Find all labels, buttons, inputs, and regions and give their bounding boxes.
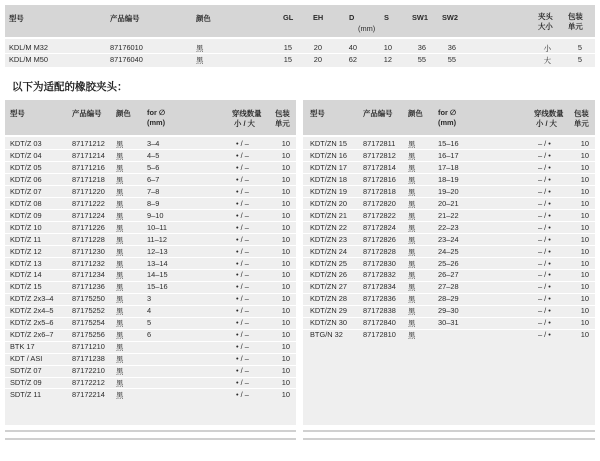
cell-for: 27–28 xyxy=(438,282,459,292)
cell-pack: 10 xyxy=(281,306,290,316)
cell-color: 黑 xyxy=(116,140,124,149)
cell-for: 17–18 xyxy=(438,162,459,172)
cell-color: 黑 xyxy=(116,355,124,365)
row-divider xyxy=(5,388,296,389)
cell-color: 黑 xyxy=(116,367,124,377)
cell-cable: • / – xyxy=(236,234,249,244)
cell-color: 黑 xyxy=(408,175,416,185)
cell-for: 8–9 xyxy=(147,198,160,208)
cell-code: 87172810 xyxy=(363,330,396,340)
cell-type: BTG/N 32 xyxy=(310,330,343,340)
cell-type: KDT/Z 13 xyxy=(10,258,42,268)
cell-type: KDT/ZN 23 xyxy=(310,234,347,244)
top-header-gl: GL xyxy=(283,13,294,22)
cell-type: KDT/ZN 16 xyxy=(310,150,347,160)
cell-type: KDT/Z 03 xyxy=(10,139,42,148)
cell-pack: 10 xyxy=(580,222,589,232)
cell-code: 87171226 xyxy=(72,222,105,232)
cell-for: 4 xyxy=(147,306,152,316)
cell-cable: • / – xyxy=(236,330,249,340)
cell-for: 11–12 xyxy=(147,234,168,244)
cell-type: KDT/Z 09 xyxy=(10,210,42,220)
cell-code: 87172212 xyxy=(72,378,105,387)
cell-for: 3 xyxy=(147,294,152,304)
cell-cable: – / • xyxy=(538,234,551,244)
cell-pack: 10 xyxy=(281,198,290,208)
cell-type: KDT/Z 2x4–5 xyxy=(10,306,54,316)
cell-color: 黑 xyxy=(116,175,124,185)
cell-code: 87175250 xyxy=(72,294,105,304)
cell-pack: 10 xyxy=(580,162,589,172)
cell-color: 黑 xyxy=(116,319,124,329)
cell-code: 87172818 xyxy=(363,186,396,196)
cell-cable: • / – xyxy=(236,210,249,220)
cell-cable: • / – xyxy=(236,198,249,208)
cell-cable: – / • xyxy=(538,198,551,208)
left-header-pack-unit: 单元 xyxy=(275,119,290,128)
cell-type: KDT/Z 2x6–7 xyxy=(10,330,54,340)
cell-cable: – / • xyxy=(538,258,551,268)
cell-color: 黑 xyxy=(408,271,416,281)
cell-code: 87172840 xyxy=(363,318,396,328)
right-table-footer-bar-2 xyxy=(303,438,595,440)
cell-pack: 10 xyxy=(281,222,290,232)
cell-pack: 10 xyxy=(580,258,589,268)
cell-pack: 10 xyxy=(281,210,290,220)
left-table-footer-bar xyxy=(5,430,296,432)
left-header-pack: 包装 xyxy=(275,109,290,118)
cell-pack: 10 xyxy=(281,318,290,328)
cell-clamp: 小 xyxy=(543,44,551,53)
cell-s: 10 xyxy=(383,43,392,52)
cell-code: 87171230 xyxy=(72,246,105,256)
top-header-s: S xyxy=(384,13,389,22)
cell-cable: • / – xyxy=(236,246,249,256)
cell-pack: 10 xyxy=(281,162,290,172)
cell-type: KDT/ZN 27 xyxy=(310,282,347,292)
cell-color: 黑 xyxy=(408,187,416,197)
cell-code: 87176010 xyxy=(110,43,143,52)
cell-color: 黑 xyxy=(408,223,416,233)
cell-code: 87171224 xyxy=(72,210,105,220)
cell-type: KDT/Z 2x5–6 xyxy=(10,318,54,328)
row-divider xyxy=(5,353,296,354)
cell-type: KDT/ZN 19 xyxy=(310,186,347,196)
cell-type: KDT/Z 05 xyxy=(10,162,42,172)
cell-code: 87172838 xyxy=(363,306,396,316)
cell-for: 30–31 xyxy=(438,318,459,328)
cell-for: 15–16 xyxy=(438,139,459,148)
cell-cable: – / • xyxy=(538,186,551,196)
cell-color: 黑 xyxy=(116,283,124,293)
cell-cable: – / • xyxy=(538,306,551,316)
cell-type: KDT/Z 2x3–4 xyxy=(10,294,54,304)
cell-code: 87171216 xyxy=(72,162,105,172)
cell-cable: • / – xyxy=(236,342,249,352)
top-header-code: 产品编号 xyxy=(110,14,140,23)
left-header-type: 型号 xyxy=(10,109,25,118)
cell-for: 16–17 xyxy=(438,150,459,160)
cell-type: KDT/ZN 28 xyxy=(310,294,347,304)
cell-color: 黑 xyxy=(116,235,124,245)
cell-pack: 10 xyxy=(281,378,290,387)
cell-pack: 10 xyxy=(580,246,589,256)
cell-pack: 10 xyxy=(281,366,290,376)
cell-pack: 10 xyxy=(281,342,290,352)
cell-code: 87172834 xyxy=(363,282,396,292)
cell-for: 9–10 xyxy=(147,210,164,220)
cell-eh: 20 xyxy=(313,55,322,64)
cell-for: 20–21 xyxy=(438,198,459,208)
cell-cable: – / • xyxy=(538,270,551,280)
cell-for: 10–11 xyxy=(147,222,168,232)
cell-for: 22–23 xyxy=(438,222,459,232)
cell-pack: 10 xyxy=(281,258,290,268)
cell-pack: 10 xyxy=(281,186,290,196)
right-header-color: 颜色 xyxy=(408,109,423,118)
cell-pack: 10 xyxy=(580,210,589,220)
cell-cable: – / • xyxy=(538,246,551,256)
cell-color: 黑 xyxy=(408,247,416,257)
right-header-cable: 穿线数量 xyxy=(534,109,564,118)
cell-sw2: 55 xyxy=(447,55,456,64)
cell-for: 5 xyxy=(147,318,152,328)
cell-cable: – / • xyxy=(538,150,551,160)
cell-color: 黑 xyxy=(408,295,416,305)
cell-color: 黑 xyxy=(408,199,416,209)
cell-for: 12–13 xyxy=(147,246,168,256)
cell-type: KDT/ZN 17 xyxy=(310,162,347,172)
cell-type: KDT/Z 14 xyxy=(10,270,42,280)
cell-color: 黑 xyxy=(196,44,204,53)
cell-type: BTK 17 xyxy=(10,342,35,352)
cell-code: 87172832 xyxy=(363,270,396,280)
right-header-for: for ∅ xyxy=(438,108,457,117)
cell-pack: 10 xyxy=(281,354,290,364)
cell-color: 黑 xyxy=(116,247,124,257)
top-header-eh: EH xyxy=(313,13,324,22)
cell-cable: – / • xyxy=(538,282,551,292)
cell-cable: • / – xyxy=(236,174,249,184)
cell-code: 87175254 xyxy=(72,318,105,328)
cell-color: 黑 xyxy=(408,259,416,269)
cell-pack: 5 xyxy=(577,55,582,64)
cell-code: 87172210 xyxy=(72,366,105,376)
cell-color: 黑 xyxy=(408,319,416,329)
cell-cable: • / – xyxy=(236,389,249,399)
cell-for: 15–16 xyxy=(147,282,168,292)
cell-s: 12 xyxy=(383,55,392,64)
cell-code: 87171222 xyxy=(72,198,105,208)
cell-type: KDT/ZN 22 xyxy=(310,222,347,232)
cell-code: 87172214 xyxy=(72,389,105,399)
cell-type: KDT/ZN 26 xyxy=(310,270,347,280)
cell-for: 25–26 xyxy=(438,258,459,268)
cell-code: 87172828 xyxy=(363,246,396,256)
cell-code: 87171236 xyxy=(72,282,105,292)
cell-cable: – / • xyxy=(538,174,551,184)
top-header-d-unit: (mm) xyxy=(358,24,376,33)
left-header-cable-sub: 小 / 大 xyxy=(234,119,255,128)
cell-for: 14–15 xyxy=(147,270,168,280)
cell-for: 13–14 xyxy=(147,258,168,268)
top-header-d: D xyxy=(349,13,355,22)
cell-for: 6–7 xyxy=(147,174,160,184)
cell-color: 黑 xyxy=(116,211,124,221)
left-header-cable: 穿线数量 xyxy=(232,109,262,118)
cell-for: 18–19 xyxy=(438,174,459,184)
cell-type: KDT/Z 04 xyxy=(10,150,42,160)
top-header-clamp-size: 大小 xyxy=(538,22,553,31)
cell-sw1: 55 xyxy=(417,55,426,64)
cell-code: 87172811 xyxy=(363,139,396,148)
cell-for: 28–29 xyxy=(438,294,459,304)
cell-for: 21–22 xyxy=(438,210,459,220)
top-header-sw1: SW1 xyxy=(412,13,429,22)
cell-code: 87175252 xyxy=(72,306,105,316)
cell-cable: • / – xyxy=(236,139,249,148)
cell-gl: 15 xyxy=(283,55,292,64)
cell-cable: – / • xyxy=(538,222,551,232)
cell-pack: 10 xyxy=(281,294,290,304)
cell-pack: 10 xyxy=(580,282,589,292)
cell-for: 19–20 xyxy=(438,186,459,196)
cell-code: 87172826 xyxy=(363,234,396,244)
cell-cable: – / • xyxy=(538,139,551,148)
cell-cable: • / – xyxy=(236,318,249,328)
cell-pack: 10 xyxy=(281,246,290,256)
cell-type: SDT/Z 11 xyxy=(10,389,42,399)
cell-type: SDT/Z 07 xyxy=(10,366,42,376)
cell-pack: 10 xyxy=(580,150,589,160)
cell-code: 87172824 xyxy=(363,222,396,232)
cell-type: KDT/ZN 30 xyxy=(310,318,347,328)
cell-cable: • / – xyxy=(236,150,249,160)
cell-type: KDT/Z 11 xyxy=(10,234,42,244)
cell-type: KDT/Z 10 xyxy=(10,222,42,232)
cell-code: 87171220 xyxy=(72,186,105,196)
cell-code: 87176040 xyxy=(110,55,143,64)
cell-pack: 10 xyxy=(580,270,589,280)
cell-cable: • / – xyxy=(236,294,249,304)
cell-cable: • / – xyxy=(236,354,249,364)
cell-pack: 10 xyxy=(281,270,290,280)
cell-for: 7–8 xyxy=(147,186,160,196)
cell-color: 黑 xyxy=(408,283,416,293)
cell-color: 黑 xyxy=(116,223,124,233)
cell-color: 黑 xyxy=(116,379,124,388)
cell-cable: • / – xyxy=(236,186,249,196)
cell-color: 黑 xyxy=(116,343,124,353)
cell-type: KDT/ZN 29 xyxy=(310,306,347,316)
cell-cable: • / – xyxy=(236,222,249,232)
cell-pack: 10 xyxy=(281,389,290,399)
cell-type: KDT/Z 15 xyxy=(10,282,42,292)
cell-type: KDT/ZN 24 xyxy=(310,246,347,256)
cell-type: KDT/ZN 25 xyxy=(310,258,347,268)
cell-pack: 10 xyxy=(580,186,589,196)
cell-pack: 10 xyxy=(580,234,589,244)
cell-for: 6 xyxy=(147,330,152,340)
cell-code: 87171238 xyxy=(72,354,105,364)
cell-for: 23–24 xyxy=(438,234,459,244)
section-title: 以下为适配的橡胶夹头： xyxy=(12,81,128,93)
cell-pack: 10 xyxy=(281,234,290,244)
right-header-pack: 包装 xyxy=(574,109,589,118)
cell-type: KDT / ASI xyxy=(10,354,43,364)
cell-code: 87172814 xyxy=(363,162,396,172)
cell-code: 87175256 xyxy=(72,330,105,340)
cell-pack: 10 xyxy=(281,139,290,148)
cell-pack: 10 xyxy=(281,330,290,340)
cell-pack: 10 xyxy=(580,294,589,304)
cell-d: 40 xyxy=(348,43,357,52)
cell-color: 黑 xyxy=(408,151,416,161)
cell-color: 黑 xyxy=(116,187,124,197)
cell-code: 87171228 xyxy=(72,234,105,244)
right-header-pack-unit: 单元 xyxy=(574,119,589,128)
cell-code: 87171234 xyxy=(72,270,105,280)
cell-type: KDL/M M32 xyxy=(9,43,49,52)
cell-type: KDL/M M50 xyxy=(9,55,49,64)
cell-code: 87172830 xyxy=(363,258,396,268)
right-header-cable-sub: 小 / 大 xyxy=(536,119,557,128)
cell-pack: 10 xyxy=(580,174,589,184)
cell-eh: 20 xyxy=(313,43,322,52)
cell-code: 87171210 xyxy=(72,342,105,352)
cell-for: 29–30 xyxy=(438,306,459,316)
cell-pack: 10 xyxy=(281,282,290,292)
cell-sw2: 36 xyxy=(447,43,456,52)
left-header-color: 颜色 xyxy=(116,109,131,118)
cell-color: 黑 xyxy=(116,259,124,269)
cell-pack: 10 xyxy=(580,318,589,328)
cell-code: 87171212 xyxy=(72,139,105,148)
cell-color: 黑 xyxy=(116,163,124,173)
cell-color: 黑 xyxy=(408,331,416,341)
cell-color: 黑 xyxy=(116,390,124,400)
cell-code: 87172812 xyxy=(363,150,396,160)
top-header-type: 型号 xyxy=(9,14,24,23)
right-header-for-unit: (mm) xyxy=(438,118,457,127)
cell-cable: • / – xyxy=(236,378,249,387)
cell-color: 黑 xyxy=(116,271,124,281)
top-table-header xyxy=(5,5,595,37)
cell-for: 26–27 xyxy=(438,270,459,280)
cell-d: 62 xyxy=(348,55,357,64)
cell-type: SDT/Z 09 xyxy=(10,378,42,387)
left-header-for-unit: (mm) xyxy=(147,118,166,127)
cell-pack: 10 xyxy=(580,139,589,148)
cell-cable: – / • xyxy=(538,162,551,172)
cell-cable: • / – xyxy=(236,282,249,292)
left-header-for: for ∅ xyxy=(147,108,166,117)
cell-color: 黑 xyxy=(116,199,124,209)
cell-code: 87172836 xyxy=(363,294,396,304)
cell-cable: • / – xyxy=(236,306,249,316)
cell-color: 黑 xyxy=(408,307,416,317)
row-divider xyxy=(5,53,595,54)
cell-cable: – / • xyxy=(538,294,551,304)
top-header-clamp: 夹头 xyxy=(538,12,553,21)
left-table-footer-bar-2 xyxy=(5,438,296,440)
cell-type: KDT/ZN 18 xyxy=(310,174,347,184)
cell-color: 黑 xyxy=(116,151,124,161)
cell-cable: – / • xyxy=(538,318,551,328)
right-table-footer-bar xyxy=(303,430,595,432)
cell-type: KDT/Z 08 xyxy=(10,198,42,208)
cell-for: 3–4 xyxy=(147,139,160,148)
cell-type: KDT/ZN 15 xyxy=(310,139,347,148)
cell-cable: • / – xyxy=(236,162,249,172)
cell-type: KDT/ZN 20 xyxy=(310,198,347,208)
cell-type: KDT/Z 12 xyxy=(10,246,42,256)
cell-color: 黑 xyxy=(408,140,416,149)
cell-color: 黑 xyxy=(408,211,416,221)
cell-for: 4–5 xyxy=(147,150,160,160)
cell-for: 24–25 xyxy=(438,246,459,256)
cell-pack: 10 xyxy=(580,198,589,208)
cell-cable: – / • xyxy=(538,330,551,340)
cell-code: 87172816 xyxy=(363,174,396,184)
cell-color: 黑 xyxy=(196,56,204,65)
cell-pack: 10 xyxy=(580,306,589,316)
cell-code: 87171218 xyxy=(72,174,105,184)
left-header-code: 产品编号 xyxy=(72,109,102,118)
cell-gl: 15 xyxy=(283,43,292,52)
cell-cable: • / – xyxy=(236,366,249,376)
cell-color: 黑 xyxy=(408,163,416,173)
cell-clamp: 大 xyxy=(543,56,551,65)
cell-color: 黑 xyxy=(116,307,124,317)
row-divider xyxy=(5,341,296,342)
cell-pack: 10 xyxy=(281,150,290,160)
cell-color: 黑 xyxy=(408,235,416,245)
top-header-color: 颜色 xyxy=(196,14,211,23)
cell-pack: 10 xyxy=(281,174,290,184)
cell-code: 87172822 xyxy=(363,210,396,220)
cell-for: 5–6 xyxy=(147,162,160,172)
cell-code: 87171232 xyxy=(72,258,105,268)
cell-cable: • / – xyxy=(236,270,249,280)
cell-code: 87171214 xyxy=(72,150,105,160)
cell-color: 黑 xyxy=(116,331,124,341)
cell-type: KDT/ZN 21 xyxy=(310,210,347,220)
top-header-pack: 包装 xyxy=(568,12,583,21)
cell-cable: – / • xyxy=(538,210,551,220)
row-divider xyxy=(5,377,296,378)
top-header-pack-unit: 单元 xyxy=(568,22,583,31)
cell-type: KDT/Z 06 xyxy=(10,174,42,184)
cell-cable: • / – xyxy=(236,258,249,268)
right-header-type: 型号 xyxy=(310,109,325,118)
cell-type: KDT/Z 07 xyxy=(10,186,42,196)
cell-code: 87172820 xyxy=(363,198,396,208)
row-divider xyxy=(5,365,296,366)
top-header-sw2: SW2 xyxy=(442,13,459,22)
cell-pack: 5 xyxy=(577,43,582,52)
cell-pack: 10 xyxy=(580,330,589,340)
right-header-code: 产品编号 xyxy=(363,109,393,118)
row-divider xyxy=(303,329,595,330)
cell-color: 黑 xyxy=(116,295,124,305)
cell-sw1: 36 xyxy=(417,43,426,52)
